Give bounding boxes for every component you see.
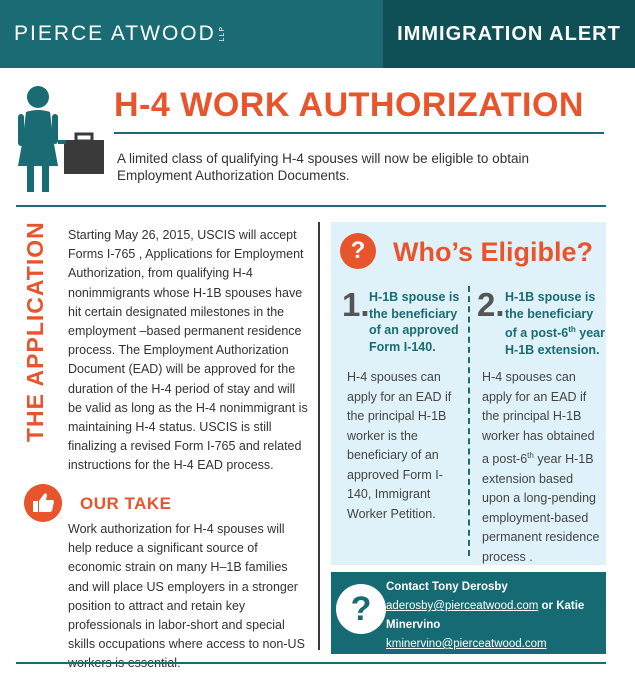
logo-text: PIERCE ATWOOD: [14, 22, 216, 45]
application-text: Starting May 26, 2015, USCIS will accept Forms I-765 , Applications for Employment Authorization, from qualifying H-4 nonimmigrants whose H-1B spouses have hit certain designated milestones in the employment –based permanent residence process. The Employment Authorization Document (EAD) will be approved for the duration of the H-4 period of stay and will be valid as long as the H-4 nonimmigrant is maintaining H-4 status. USCIS is still finalizing a revised Form I-765 and related instructions for the H-4 EAD process.: [68, 228, 308, 473]
email-link-derosby[interactable]: aderosby@pierceatwood.com: [386, 600, 539, 612]
header: [0, 0, 635, 68]
column-divider: [318, 222, 320, 650]
woman-with-briefcase-icon: [14, 84, 104, 194]
eligibility-heading: Who’s Eligible?: [393, 237, 593, 267]
contact-question-icon: ?: [336, 584, 386, 634]
email-link-minervino[interactable]: kminervino@pierceatwood.com: [386, 638, 547, 650]
bottom-divider: [16, 662, 606, 664]
alert-text: IMMIGRATION ALERT: [397, 22, 621, 45]
criterion-2-title: H-1B spouse is the beneficiary of a post-6th year H-1B extension.: [505, 290, 605, 357]
logo: [0, 0, 383, 68]
intro-text: A limited class of qualifying H-4 spouses will now be eligible to obtain Employment Authorization Documents.: [117, 151, 529, 183]
contact-text: Contact Tony Derosby aderosby@pierceatwood.com or Katie Minervino kminervino@pierceatwood.com: [386, 581, 585, 650]
section-divider: [16, 205, 606, 207]
title-divider: [114, 132, 604, 134]
criterion-2-text: H-4 spouses can apply for an EAD if the principal H-1B worker has obtained a post-6th year H-1B extension based upon a long-pending employment-based permanent residence process .: [482, 370, 600, 564]
criterion-1-number: 1.: [342, 286, 370, 323]
alert-banner: [383, 0, 635, 68]
criterion-1-title: H-1B spouse is the beneficiary of an approved Form I-140.: [369, 290, 460, 354]
thumbs-up-icon: [24, 484, 62, 522]
take-text: Work authorization for H-4 spouses will help reduce a significant source of economic strain on many H–1B families and will place US employers in a stronger position to attract and retain key professionals in labor-short and special skills occupations where access to non-US: [68, 522, 305, 652]
application-heading: THE APPLICATION: [22, 221, 48, 442]
criterion-2-number: 2.: [477, 286, 505, 323]
criteria-divider: [468, 286, 470, 556]
question-icon: ?: [340, 233, 376, 269]
contact-heading: Contact Tony Derosby: [386, 581, 508, 593]
logo-llp: LLP: [218, 26, 226, 42]
criterion-1-text: H-4 spouses can apply for an EAD if the principal H-1B worker is the beneficiary of an approved Form I-140, Immigrant Worker Petition.: [347, 370, 452, 521]
page-title: H-4 WORK AUTHORIZATION: [114, 86, 584, 124]
take-heading: OUR TAKE: [80, 494, 172, 513]
